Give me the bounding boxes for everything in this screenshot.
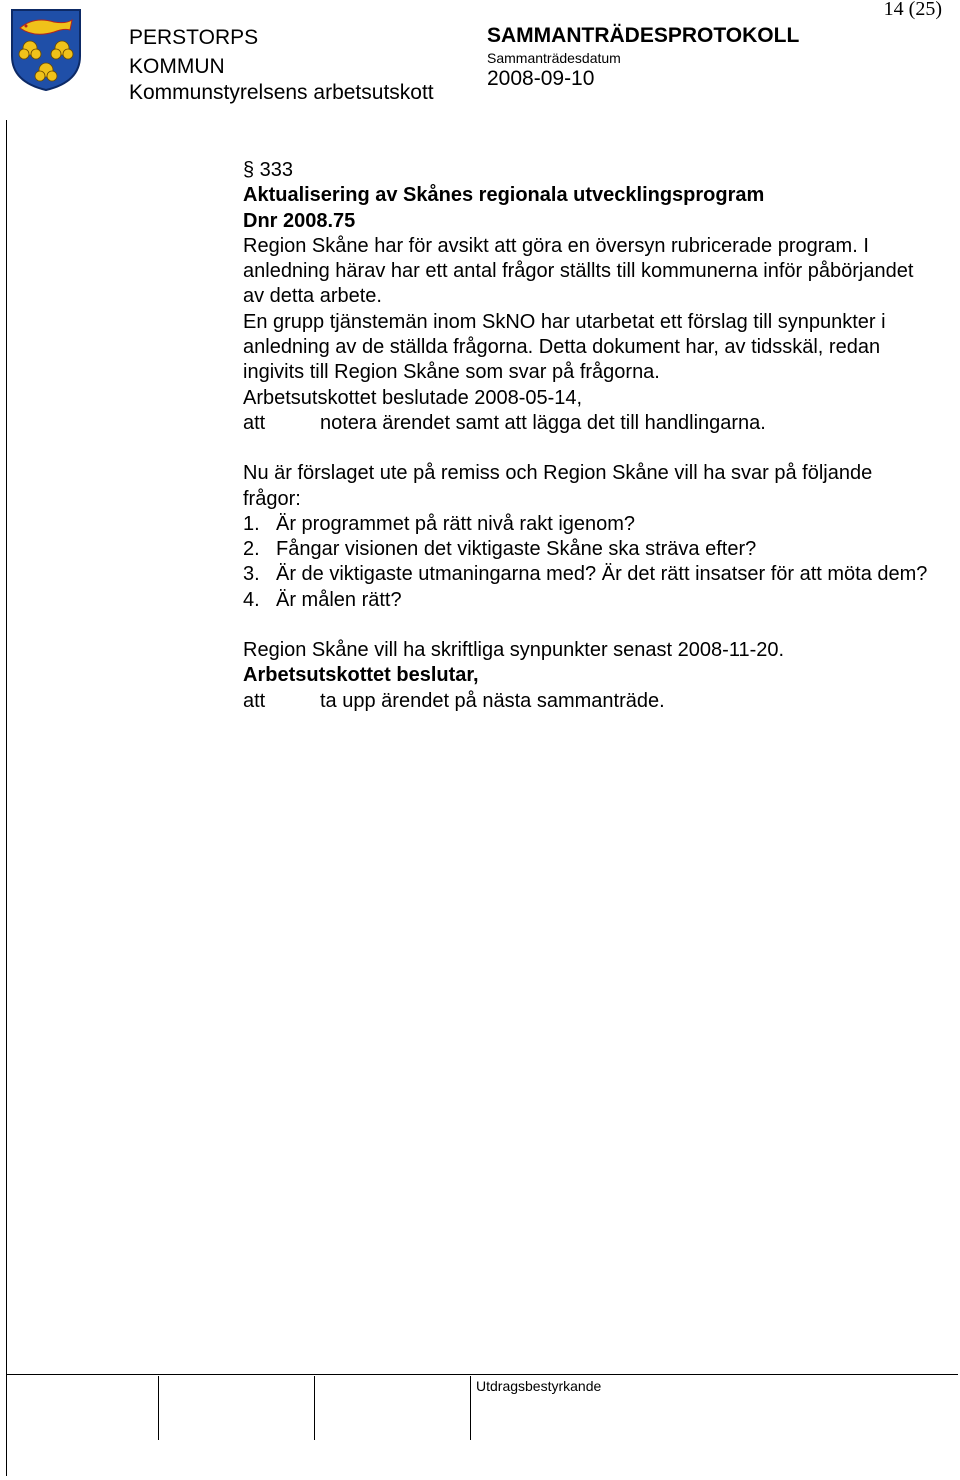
org-committee: Kommunstyrelsens arbetsutskott	[129, 81, 434, 104]
decision-clause	[243, 689, 933, 714]
org-name-line2: KOMMUN	[129, 55, 225, 78]
list-item-text: Är målen rätt?	[276, 588, 402, 611]
section-title: Aktualisering av Skånes regionala utvecklingsprogram	[243, 184, 765, 207]
list-item	[243, 537, 933, 562]
paragraph-background: Region Skåne har för avsikt att göra en översyn rubricerade program. I anledning härav har ett antal frågor ställts till kommunerna inför påbörjandet av detta arbete.	[243, 234, 914, 308]
signature-box-divider	[470, 1376, 471, 1440]
extract-certification-label: Utdragsbestyrkande	[476, 1378, 602, 1394]
decision-heading: Arbetsutskottet beslutar,	[243, 664, 479, 687]
left-margin-rule	[6, 120, 7, 1476]
minutes-body	[243, 158, 933, 714]
meeting-date-label: Sammanträdesdatum	[487, 50, 621, 66]
list-item	[243, 512, 933, 537]
paragraph-deadline: Region Skåne vill ha skriftliga synpunkter senast 2008-11-20.	[243, 639, 785, 662]
list-item-text: Är programmet på rätt nivå rakt igenom?	[276, 512, 636, 535]
decision-text: notera ärendet samt att lägga det till handlingarna.	[320, 411, 766, 434]
list-item-text: Är de viktigaste utmaningarna med? Är det rätt insatser för att möta dem?	[276, 563, 928, 586]
paragraph-working-group: En grupp tjänstemän inom SkNO har utarbetat ett förslag till synpunkter i anledning av de ställda frågorna. Detta dokument har, av tidsskäl, redan ingivits till Region Skåne som svar på frågorna.	[243, 310, 886, 384]
section-number: § 333	[243, 159, 294, 181]
coat-of-arms-icon	[10, 8, 82, 92]
decision-clause-previous	[243, 411, 933, 436]
org-name-line1: PERSTORPS	[129, 26, 259, 49]
decision-text: ta upp ärendet på nästa sammanträde.	[320, 689, 665, 712]
case-number: Dnr 2008.75	[243, 209, 356, 232]
paragraph-remiss: Nu är förslaget ute på remiss och Region Skåne vill ha svar på följande frågor:	[243, 462, 873, 510]
list-item	[243, 588, 933, 613]
signature-box-divider	[158, 1376, 159, 1440]
page-number: 14 (25)	[883, 0, 942, 20]
decision-heading-previous: Arbetsutskottet beslutade 2008-05-14,	[243, 386, 583, 409]
protocol-title: SAMMANTRÄDESPROTOKOLL	[487, 24, 800, 47]
list-item-text: Fångar visionen det viktigaste Skåne ska sträva efter?	[276, 538, 757, 561]
meeting-date: 2008-09-10	[487, 67, 595, 90]
signature-box-divider	[314, 1376, 315, 1440]
att-keyword: att	[243, 689, 266, 712]
list-item-number: 1.	[243, 512, 260, 535]
questions-list	[243, 512, 933, 613]
att-keyword: att	[243, 411, 266, 434]
list-item	[243, 562, 933, 587]
list-item-number: 2.	[243, 538, 260, 561]
list-item-number: 4.	[243, 588, 260, 611]
list-item-number: 3.	[243, 563, 260, 586]
footer-rule	[6, 1374, 958, 1375]
